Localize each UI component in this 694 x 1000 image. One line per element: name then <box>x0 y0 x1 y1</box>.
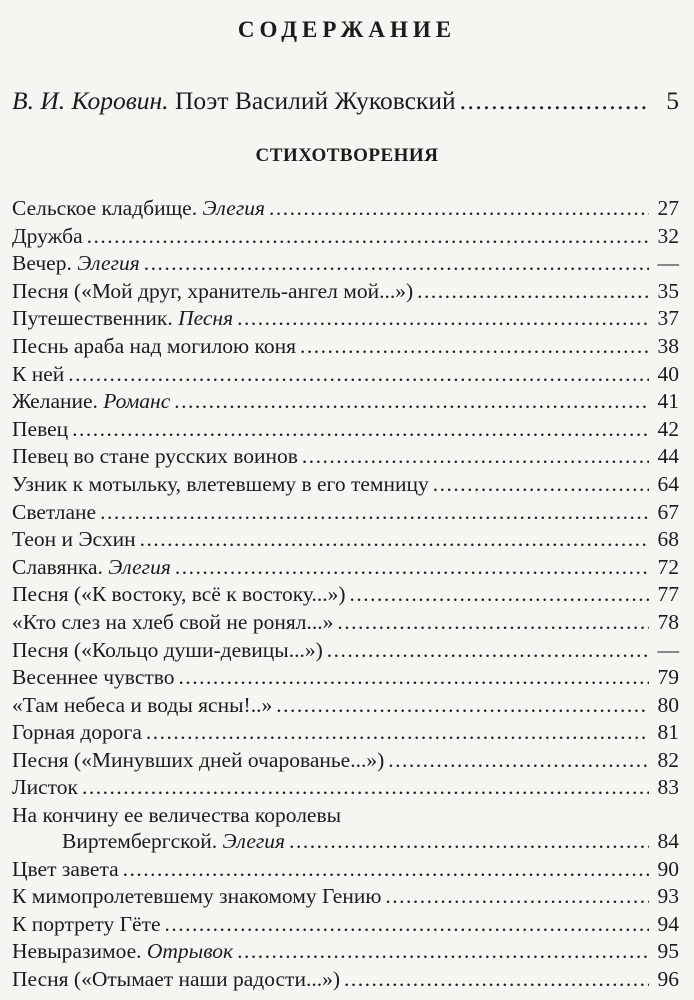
entry-title-text: Сельское кладбище. <box>12 196 203 220</box>
dot-leader <box>123 857 649 882</box>
entry-title <box>12 362 64 387</box>
toc-list <box>12 196 679 995</box>
toc-entry[interactable] <box>12 472 679 500</box>
entry-page-number: — <box>657 251 679 276</box>
entry-title-text: Вечер. <box>12 251 78 276</box>
entry-title-text: «Кто слез на хлеб свой не ронял...» <box>12 609 334 634</box>
entry-title <box>12 472 429 497</box>
entry-title <box>12 912 161 937</box>
entry-title-text: Виртембергской. <box>62 829 223 854</box>
entry-title <box>12 693 272 718</box>
toc-entry[interactable] <box>12 884 679 912</box>
dot-leader <box>289 829 649 854</box>
dot-leader <box>388 748 649 773</box>
entry-title-text: Песня («К востоку, всё к востоку...») <box>12 582 346 607</box>
entry-title <box>12 527 136 552</box>
entry-page-number: 38 <box>657 333 679 358</box>
toc-entry[interactable] <box>12 279 679 307</box>
dot-leader <box>237 939 649 964</box>
entry-page-number: 77 <box>657 582 679 607</box>
dot-leader <box>165 912 649 937</box>
entry-title-text: Дружба <box>12 223 83 248</box>
dot-leader <box>302 444 649 469</box>
toc-entry[interactable] <box>12 939 679 967</box>
toc-entry[interactable] <box>12 555 679 583</box>
entry-title-text: «Там небеса и воды ясны!..» <box>12 692 273 717</box>
dot-leader <box>175 555 649 580</box>
entry-page-number: 93 <box>657 884 679 909</box>
toc-entry[interactable] <box>12 224 679 252</box>
entry-page-number: — <box>657 637 679 662</box>
entry-title <box>12 610 333 635</box>
dot-leader <box>385 884 649 909</box>
entry-page-number: 68 <box>657 527 679 552</box>
entry-page-number: 90 <box>657 856 679 881</box>
toc-entry[interactable] <box>12 912 679 940</box>
entry-page-number: 42 <box>657 416 679 441</box>
entry-page-number: 81 <box>657 720 679 745</box>
entry-title <box>12 251 140 276</box>
dot-leader <box>269 196 649 221</box>
section-heading: СТИХОТВОРЕНИЯ <box>255 145 439 166</box>
dot-leader <box>433 472 649 497</box>
toc-entry[interactable] <box>12 389 679 417</box>
entry-title-text: Теон и Эсхин <box>12 527 136 552</box>
dot-leader <box>350 582 649 607</box>
entry-title <box>12 389 170 414</box>
entry-title-text: Желание. <box>12 389 104 414</box>
dot-leader <box>417 279 649 304</box>
entry-title <box>62 829 285 854</box>
entry-title-text: Песня («Минувших дней очарованье...») <box>12 747 385 772</box>
intro-page-number: 5 <box>666 86 679 115</box>
toc-entry[interactable] <box>12 720 679 748</box>
entry-page-number: 83 <box>657 775 679 800</box>
entry-title-text: Песня («Отымает наши радости...») <box>12 967 340 992</box>
toc-entry[interactable] <box>12 444 679 472</box>
dot-leader <box>237 306 649 331</box>
toc-entry[interactable] <box>12 857 679 885</box>
entry-title-text: Певец <box>12 416 69 441</box>
entry-title <box>12 582 346 607</box>
entry-title <box>12 857 119 882</box>
entry-genre: Элегия <box>108 554 171 579</box>
dot-leader <box>276 693 649 718</box>
entry-title <box>12 720 142 745</box>
entry-title <box>12 500 96 525</box>
entry-page-number: 37 <box>657 306 679 331</box>
entry-page-number: 64 <box>657 471 679 496</box>
dot-leader <box>100 500 649 525</box>
toc-entry[interactable] <box>12 803 679 829</box>
entry-title-text: Песня («Мой друг, хранитель-ангел мой...») <box>12 278 414 303</box>
dot-leader <box>174 389 649 414</box>
entry-title <box>12 555 171 580</box>
entry-title <box>12 444 298 469</box>
dot-leader <box>344 967 649 992</box>
dot-leader <box>327 638 649 663</box>
entry-title-text: Цвет завета <box>12 856 119 881</box>
toc-entry[interactable] <box>12 306 679 334</box>
entry-page-number: 78 <box>657 609 679 634</box>
entry-title-text: На кончину ее величества королевы <box>12 803 342 828</box>
dot-leader <box>179 665 649 690</box>
entry-title <box>12 748 384 773</box>
toc-entry[interactable] <box>12 334 679 362</box>
toc-entry[interactable] <box>12 196 679 224</box>
toc-entry[interactable] <box>12 527 679 555</box>
intro-author: В. И. Коровин. <box>12 86 169 115</box>
entry-title-text: К мимопролетевшему знакомому Гению <box>12 884 382 909</box>
entry-page-number: 72 <box>657 554 679 579</box>
entry-title <box>12 224 83 249</box>
entry-page-number: 96 <box>657 967 679 992</box>
entry-title <box>12 775 78 800</box>
dot-leader <box>82 775 649 800</box>
toc-entry[interactable] <box>12 500 679 528</box>
entry-page-number: 41 <box>657 389 679 414</box>
entry-page-number: 67 <box>657 499 679 524</box>
entry-title <box>12 967 340 992</box>
entry-title-text: Листок <box>12 775 78 800</box>
toc-entry[interactable] <box>12 665 679 693</box>
dot-leader <box>144 251 649 276</box>
toc-entry[interactable] <box>12 610 679 638</box>
entry-page-number: 84 <box>657 829 679 854</box>
entry-page-number: 40 <box>657 361 679 386</box>
dot-leader <box>337 610 649 635</box>
entry-title <box>12 334 296 359</box>
toc-entry[interactable] <box>12 748 679 776</box>
dot-leader <box>460 86 649 116</box>
toc-entry[interactable] <box>12 829 679 857</box>
toc-entry[interactable] <box>12 693 679 721</box>
entry-genre: Песня <box>178 306 234 331</box>
dot-leader <box>146 720 649 745</box>
entry-title <box>12 884 381 909</box>
dot-leader <box>140 527 649 552</box>
entry-title-text: Горная дорога <box>12 720 142 745</box>
entry-page-number: 35 <box>657 278 679 303</box>
entry-title-text: Светлане <box>12 499 97 524</box>
entry-page-number: 82 <box>657 747 679 772</box>
entry-page-number: 79 <box>657 665 679 690</box>
entry-title-text: К портрету Гёте <box>12 911 161 936</box>
entry-title-text: Славянка. <box>12 554 109 579</box>
entry-genre: Элегия <box>222 829 286 854</box>
entry-genre: Элегия <box>77 251 140 276</box>
dot-leader <box>68 362 649 387</box>
entry-page-number: 32 <box>657 223 679 248</box>
entry-title <box>12 417 68 442</box>
entry-title <box>12 939 233 964</box>
dot-leader <box>72 417 649 442</box>
toc-intro-entry[interactable] <box>12 86 679 116</box>
entry-title-text: Невыразимое. <box>12 939 147 964</box>
entry-title-text: Весеннее чувство <box>12 665 175 690</box>
entry-title-text: Певец во стане русских воинов <box>12 444 298 469</box>
dot-leader <box>87 224 649 249</box>
entry-page-number: 94 <box>657 911 679 936</box>
entry-page-number: 44 <box>657 444 679 469</box>
entry-title <box>12 196 265 221</box>
entry-title-text: Песнь араба над могилою коня <box>12 333 296 358</box>
toc-entry[interactable] <box>12 582 679 610</box>
entry-genre: Элегия <box>202 196 265 220</box>
entry-title-text: Путешественник. <box>12 306 179 331</box>
entry-title-text: Узник к мотыльку, влетевшему в его темницу <box>12 471 429 496</box>
entry-genre: Романс <box>103 389 171 414</box>
toc-entry[interactable] <box>12 967 679 995</box>
entry-title <box>12 665 175 690</box>
toc-entry[interactable] <box>12 417 679 445</box>
entry-page-number: 95 <box>657 939 679 964</box>
entry-title <box>12 279 413 304</box>
entry-page-number: 27 <box>657 196 679 220</box>
entry-title-text: Песня («Кольцо души-девицы...») <box>12 637 323 662</box>
toc-entry[interactable] <box>12 251 679 279</box>
toc-entry[interactable] <box>12 362 679 390</box>
entry-title <box>12 306 233 331</box>
intro-title: Поэт Василий Жуковский <box>174 86 456 115</box>
entry-title <box>12 803 341 828</box>
entry-genre: Отрывок <box>146 939 234 964</box>
page-title: СОДЕРЖАНИЕ <box>237 17 457 42</box>
toc-entry[interactable] <box>12 775 679 803</box>
entry-title-text: К ней <box>12 361 65 386</box>
entry-title <box>12 638 323 663</box>
entry-page-number: 80 <box>657 692 679 717</box>
toc-entry[interactable] <box>12 638 679 666</box>
dot-leader <box>300 334 649 359</box>
